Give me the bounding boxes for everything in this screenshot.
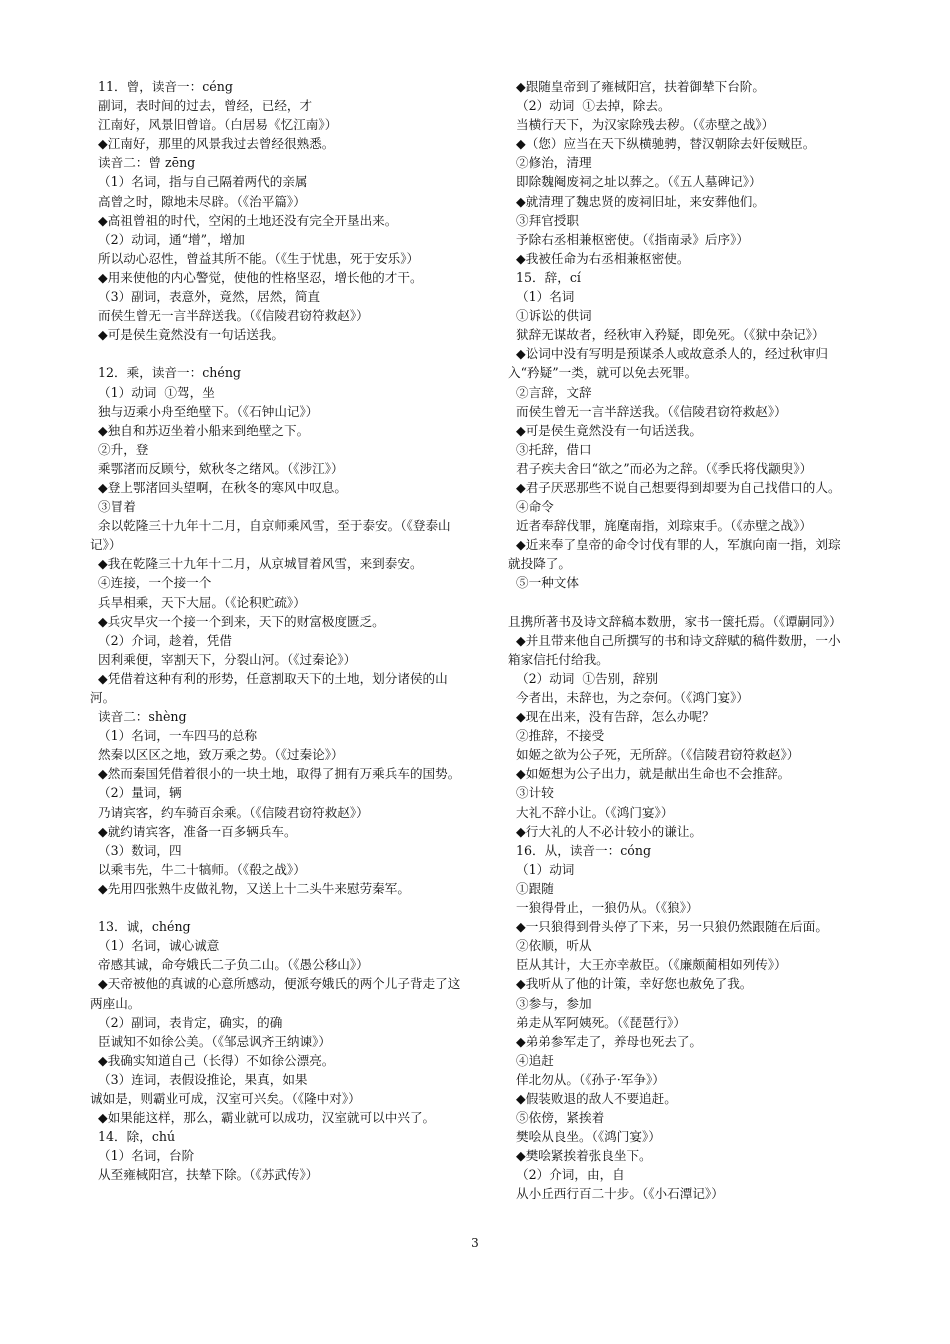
text-line: ②推辞，不接受 (508, 728, 605, 744)
text-line: ◆就清理了魏忠贤的废祠旧址，来安葬他们。 (508, 193, 765, 209)
text-line: （2）介词，趁着，凭借 (90, 632, 232, 648)
text-line: 帝感其诚，命夸娥氏二子负二山。（《愚公移山》） (90, 957, 369, 973)
left-column (90, 77, 468, 1184)
text-line: ◆如姬想为公子出力，就是献出生命也不会推辞。 (508, 766, 791, 782)
text-line: （3）副词，表意外，竟然，居然，简直 (90, 289, 321, 305)
text-line: （3）数词，四 (90, 842, 182, 858)
text-line: 佯北勿从。（《孙子·军争》） (508, 1071, 665, 1087)
text-line: 狱辞无谋故者，经秋审入矜疑，即免死。（《狱中杂记》） (508, 327, 825, 343)
text-line: ◆就约请宾客，准备一百多辆兵车。 (90, 823, 297, 839)
text-line: 予除右丞相兼枢密使。（《指南录》后序》） (508, 231, 749, 247)
text-line: 大礼不辞小让。（《鸿门宴》） (508, 804, 674, 820)
text-line: （1）名词 (508, 289, 575, 305)
text-line: 君子疾夫舍曰“欲之”而必为之辞。（《季氏将伐颛臾》） (508, 460, 813, 476)
text-line: 16．从，读音一：cóng (508, 842, 652, 858)
text-line: 臣从其计，大王亦幸赦臣。（《廉颇蔺相如列传》） (508, 957, 787, 973)
text-line: ◆我听从了他的计策，幸好您也赦免了我。 (508, 976, 753, 992)
text-line: ③拜官授职 (508, 212, 579, 228)
text-line: （2）动词，通“增”，增加 (90, 231, 245, 247)
text-line: （1）名词，诚心诚意 (90, 938, 220, 954)
text-line: ◆如果能这样，那么，霸业就可以成功，汉室就可以中兴了。 (90, 1110, 436, 1126)
text-line: ◆登上鄂渚回头望啊，在秋冬的寒风中叹息。 (90, 479, 347, 495)
text-line: 兵旱相乘，天下大屈。（《论积贮疏》） (90, 594, 306, 610)
text-line: ◆高祖曾祖的时代，空闲的土地还没有完全开垦出来。 (90, 212, 398, 228)
text-line: ◆然而秦国凭借着很小的一块土地，取得了拥有万乘兵车的国势。 (90, 766, 461, 782)
text-line: ◆我确实知道自己（长得）不如徐公漂亮。 (90, 1052, 335, 1068)
text-line: 读音二：shèng (90, 709, 187, 725)
text-line: ④连接，一个接一个 (90, 575, 212, 591)
text-line: 独与迈乘小舟至绝壁下。（《石钟山记》） (90, 403, 319, 419)
text-line: 乘鄂渚而反顾兮，欸秋冬之绪风。（《涉江》） (90, 460, 344, 476)
text-line: ◆行大礼的人不必计较小的谦让。 (508, 823, 703, 839)
text-line: 从小丘西行百二十步。（《小石潭记》） (508, 1186, 724, 1202)
text-line: 弟走从军阿姨死。（《琵琶行》） (508, 1014, 687, 1030)
text-line: （2）动词 ①告别，辞别 (508, 670, 658, 686)
text-line: 江南好，风景旧曾谙。（白居易《忆江南》） (90, 117, 338, 133)
text-line: ①诉讼的供词 (508, 308, 592, 324)
text-line: ⑤依傍，紧挨着 (508, 1110, 605, 1126)
text-line: （1）名词，一车四马的总称 (90, 728, 258, 744)
text-line: 即除魏阉废祠之址以葬之。（《五人墓碑记》） (508, 174, 762, 190)
text-line: （1）名词，台阶 (90, 1148, 195, 1164)
text-line: 然秦以区区之地，致万乘之势。（《过秦论》） (90, 747, 344, 763)
text-line: ◆讼词中没有写明是预谋杀人或故意杀人的，经过秋审归入“矜疑”一类，就可以免去死罪。 (508, 346, 828, 381)
text-line: ◆我在乾隆三十九年十二月，从京城冒着风雪，来到泰安。 (90, 556, 423, 572)
text-line: 12．乘，读音一：chéng (90, 365, 241, 381)
text-line: ◆用来使他的内心警觉，使他的性格坚忍，增长他的才干。 (90, 269, 423, 285)
right-column (508, 77, 848, 1204)
text-line: 近者奉辞伐罪，旄麾南指，刘琮束手。（《赤壁之战》） (508, 518, 812, 534)
text-line: ①跟随 (508, 880, 554, 896)
text-line: （3）连词，表假设推论，果真，如果 (90, 1071, 308, 1087)
text-line: （2）量词，辆 (90, 785, 182, 801)
text-line: 从至雍棫阳宫，扶辇下除。（《苏武传》） (90, 1167, 319, 1183)
text-line: 而侯生曾无一言半辞送我。（《信陵君窃符救赵》） (508, 403, 787, 419)
text-line: ◆一只狼得到骨头停了下来，另一只狼仍然跟随在后面。 (508, 919, 828, 935)
text-line: （1）动词 ①驾，坐 (90, 384, 215, 400)
text-line: ◆可是侯生竟然没有一句话送我。 (90, 327, 285, 343)
text-line: （2）副词，表肯定，确实，的确 (90, 1014, 283, 1030)
text-line: ④命令 (508, 499, 554, 515)
text-line: 一狼得骨止，一狼仍从。（《狼》） (508, 900, 699, 916)
text-line: ◆我被任命为右丞相兼枢密使。 (508, 250, 690, 266)
text-line: ◆兵灾旱灾一个接一个到来，天下的财富极度匮乏。 (90, 613, 385, 629)
text-line: ◆独自和苏迈坐着小船来到绝壁之下。 (90, 422, 310, 438)
text-line: ②言辞，文辞 (508, 384, 592, 400)
text-line: ◆弟弟参军走了，养母也死去了。 (508, 1033, 703, 1049)
text-line: ◆先用四张熟牛皮做礼物，又送上十二头牛来慰劳秦军。 (90, 880, 410, 896)
text-line: ⑤一种文体 (508, 575, 579, 591)
text-line: 余以乾隆三十九年十二月，自京师乘风雪，至于泰安。（《登泰山记》） (90, 518, 451, 553)
text-line: ◆凭借着这种有利的形势，任意割取天下的土地，划分诸侯的山河。 (90, 670, 448, 705)
text-line: 诚如是，则霸业可成，汉室可兴矣。（《隆中对》） (90, 1090, 361, 1106)
text-line: 且携所著书及诗文辞稿本数册，家书一箧托焉。（《谭嗣同》） (508, 594, 842, 629)
text-line: ◆（您）应当在天下纵横驰骋，替汉朝除去奸佞贼臣。 (508, 136, 816, 152)
text-line: ③冒着 (90, 499, 136, 515)
text-line: 而侯生曾无一言半辞送我。（《信陵君窃符救赵》） (90, 308, 369, 324)
text-line: ②依顺，听从 (508, 938, 592, 954)
text-line: 以乘韦先，牛二十犒师。（《殽之战》） (90, 861, 306, 877)
text-line: ◆假装败退的敌人不要追赶。 (508, 1090, 677, 1106)
text-line: ◆并且带来他自己所撰写的书和诗文辞赋的稿件数册，一小箱家信托付给我。 (508, 632, 841, 667)
text-line: 樊哙从良坐。（《鸿门宴》） (508, 1129, 661, 1145)
text-line: 高曾之时，隙地未尽辟。（《治平篇》） (90, 193, 306, 209)
text-line: ◆江南好，那里的风景我过去曾经很熟悉。 (90, 136, 335, 152)
text-line: 当横行天下，为汉家除残去秽。（《赤壁之战》） (508, 117, 775, 133)
text-line: （1）名词，指与自己隔着两代的亲属 (90, 174, 308, 190)
text-line: 13．诚，chéng (90, 919, 191, 935)
text-line: ④追赶 (508, 1052, 554, 1068)
text-line: ②升，登 (90, 441, 149, 457)
text-line: ◆近来奉了皇帝的命令讨伐有罪的人，军旗向南一指，刘琮就投降了。 (508, 537, 841, 572)
text-line: ◆君子厌恶那些不说自己想要得到却要为自己找借口的人。 (508, 479, 841, 495)
text-line (90, 898, 468, 917)
text-line: 14．除，chú (90, 1129, 176, 1145)
text-line: （1）动词 (508, 861, 575, 877)
text-line: ◆可是侯生竟然没有一句话送我。 (508, 422, 703, 438)
text-line (90, 344, 468, 363)
text-line: ③参与，参加 (508, 995, 592, 1011)
text-line: ◆樊哙紧挨着张良坐下。 (508, 1148, 652, 1164)
text-line: ◆天帝被他的真诚的心意所感动，便派夸娥氏的两个儿子背走了这两座山。 (90, 976, 461, 1011)
text-line: 乃请宾客，约车骑百余乘。（《信陵君窃符救赵》） (90, 804, 369, 820)
text-line: 今者出，未辞也，为之奈何。（《鸿门宴》） (508, 690, 749, 705)
text-line: 所以动心忍性，曾益其所不能。（《生于忧患，死于安乐》） (90, 250, 420, 266)
text-line: ③托辞，借口 (508, 441, 592, 457)
text-line: 11．曾，读音一：céng (90, 79, 233, 94)
text-line: 如姬之欲为公子死，无所辞。（《信陵君窃符救赵》） (508, 747, 800, 763)
text-line: （2）介词，由，自 (508, 1167, 625, 1183)
text-line: ◆现在出来，没有告辞，怎么办呢？ (508, 709, 715, 725)
page-number: 3 (471, 1236, 479, 1250)
text-line: （2）动词 ①去掉，除去。 (508, 98, 671, 114)
text-line: ③计较 (508, 785, 554, 801)
text-line: 读音二：曾 zēng (90, 155, 196, 171)
text-line: ◆跟随皇帝到了雍棫阳宫，扶着御辇下台阶。 (508, 79, 765, 94)
text-line: 副词，表时间的过去，曾经，已经，才 (90, 98, 313, 114)
text-line: 臣诚知不如徐公美。（《邹忌讽齐王纳谏》） (90, 1033, 331, 1049)
text-line: 15．辞，cí (508, 269, 581, 285)
text-line: 因利乘便，宰割天下，分裂山河。（《过秦论》） (90, 651, 357, 667)
text-line: ②修治，清理 (508, 155, 592, 171)
